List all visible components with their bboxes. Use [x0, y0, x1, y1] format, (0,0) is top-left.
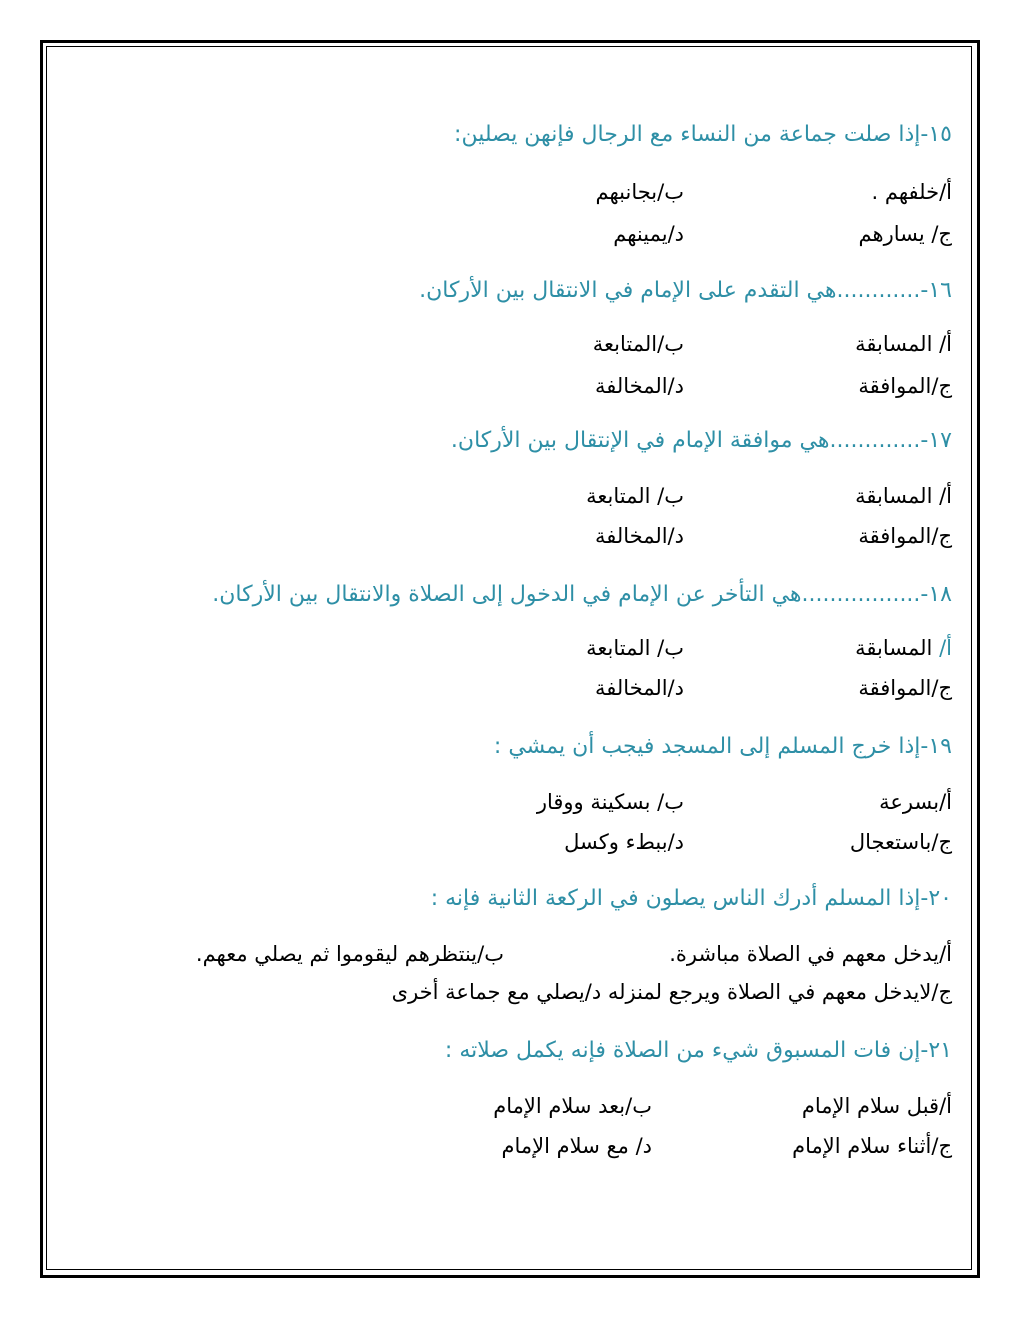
option-a[interactable]: أ/ المسابقة	[855, 636, 952, 660]
option-b[interactable]: ب/بعد سلام الإمام	[493, 1094, 652, 1118]
option-c[interactable]: ج/الموافقة	[858, 374, 952, 398]
option-c[interactable]: ج/الموافقة	[858, 524, 952, 548]
option-a[interactable]: أ/ المسابقة	[855, 332, 952, 356]
options-row	[60, 830, 952, 864]
worksheet-page	[60, 0, 952, 1320]
options-row	[60, 790, 952, 824]
options-row	[60, 1134, 952, 1168]
option-c[interactable]: ج/أثناء سلام الإمام	[792, 1134, 952, 1158]
question-20: ٢٠-إذا المسلم أدرك الناس يصلون في الركعة الثانية فإنه :	[430, 886, 952, 911]
option-c[interactable]: ج/الموافقة	[858, 676, 952, 700]
options-row	[60, 676, 952, 710]
option-d[interactable]: د/المخالفة	[594, 524, 684, 548]
option-a[interactable]: أ/يدخل معهم في الصلاة مباشرة.	[669, 942, 952, 966]
option-a[interactable]: أ/ المسابقة	[855, 484, 952, 508]
option-b[interactable]: ب/بجانبهم	[595, 180, 684, 204]
option-b[interactable]: ب/ بسكينة ووقار	[536, 790, 684, 814]
option-b[interactable]: ب/المتابعة	[592, 332, 684, 356]
option-b[interactable]: ب/ المتابعة	[586, 636, 684, 660]
question-19: ١٩-إذا خرج المسلم إلى المسجد فيجب أن يمشي :	[493, 734, 952, 759]
options-row	[60, 332, 952, 366]
option-d[interactable]: د/يمينهم	[613, 222, 684, 246]
question-18: ١٨-.................هي التأخر عن الإمام في الدخول إلى الصلاة والانتقال بين الأركان.	[212, 582, 952, 607]
option-a[interactable]: أ/خلفهم .	[871, 180, 952, 204]
option-a-text: المسابقة	[855, 636, 940, 660]
option-d[interactable]: د/ببطء وكسل	[564, 830, 684, 854]
option-d[interactable]: د/المخالفة	[594, 676, 684, 700]
question-21: ٢١-إن فات المسبوق شيء من الصلاة فإنه يكمل صلاته :	[444, 1038, 952, 1063]
options-row	[60, 524, 952, 558]
option-c[interactable]: ج/باستعجال	[849, 830, 952, 854]
question-16: ١٦-............هي التقدم على الإمام في الانتقال بين الأركان.	[419, 278, 952, 303]
options-row	[60, 484, 952, 518]
option-b[interactable]: ب/ المتابعة	[586, 484, 684, 508]
options-row	[60, 942, 952, 976]
option-d[interactable]: د/المخالفة	[594, 374, 684, 398]
option-b[interactable]: ب/ينتظرهم ليقوموا ثم يصلي معهم.	[195, 942, 504, 966]
options-row	[60, 180, 952, 214]
option-c[interactable]: ج/ يسارهم	[858, 222, 952, 246]
option-a[interactable]: أ/قبل سلام الإمام	[801, 1094, 952, 1118]
options-cd-line[interactable]: ج/لايدخل معهم في الصلاة ويرجع لمنزله د/يصلي مع جماعة أخرى	[391, 980, 952, 1004]
question-17: ١٧-.............هي موافقة الإمام في الإنتقال بين الأركان.	[450, 428, 952, 453]
options-row	[60, 636, 952, 670]
option-d[interactable]: د/ مع سلام الإمام	[501, 1134, 652, 1158]
question-15: ١٥-إذا صلت جماعة من النساء مع الرجال فإنهن يصلين:	[454, 122, 952, 147]
options-row	[60, 1094, 952, 1128]
options-row	[60, 222, 952, 256]
option-a[interactable]: أ/بسرعة	[879, 790, 952, 814]
options-row	[60, 374, 952, 408]
